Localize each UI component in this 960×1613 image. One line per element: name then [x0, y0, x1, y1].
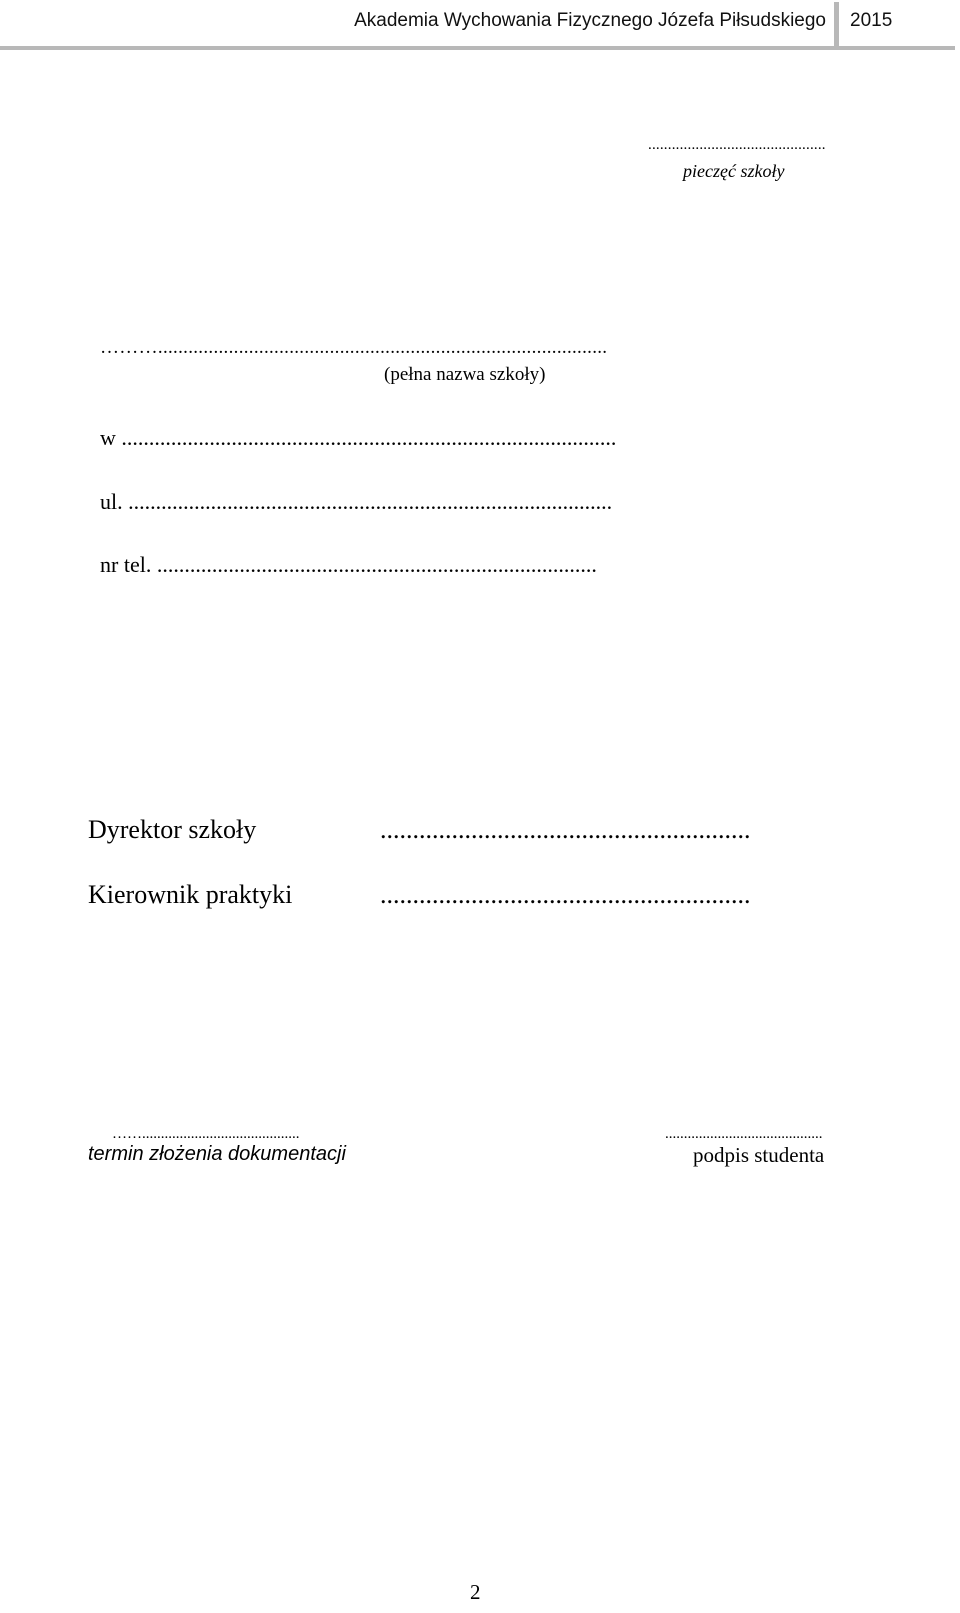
deadline-field: …….......................................... — [112, 1126, 300, 1142]
school-name-field: ………......................................................................................... — [100, 337, 608, 358]
director-label: Dyrektor szkoły — [88, 815, 257, 844]
school-name-label: (pełna nazwa szkoły) — [384, 364, 546, 385]
director-signature-field: ......................................................... — [380, 815, 751, 844]
student-signature-label: podpis studenta — [693, 1143, 825, 1167]
header-institution: Akademia Wychowania Fizycznego Józefa Piłsudskiego — [354, 10, 826, 31]
header-divider — [834, 2, 839, 46]
phone-field: nr tel. ................................................................................ — [100, 552, 597, 577]
practice-manager-label: Kierownik praktyki — [88, 880, 293, 909]
student-signature-field: .......................................... — [665, 1126, 823, 1142]
deadline-label: termin złożenia dokumentacji — [88, 1143, 346, 1165]
practice-manager-signature-field: ......................................................... — [380, 880, 751, 909]
header-year: 2015 — [850, 10, 893, 31]
stamp-dotted-line: ............................................. — [648, 137, 826, 153]
page-number: 2 — [470, 1580, 481, 1604]
header-rule — [0, 46, 955, 50]
city-field: w .......................................................................................... — [100, 425, 617, 450]
street-field: ul. ........................................................................................ — [100, 489, 613, 514]
stamp-label: pieczęć szkoły — [683, 161, 785, 181]
